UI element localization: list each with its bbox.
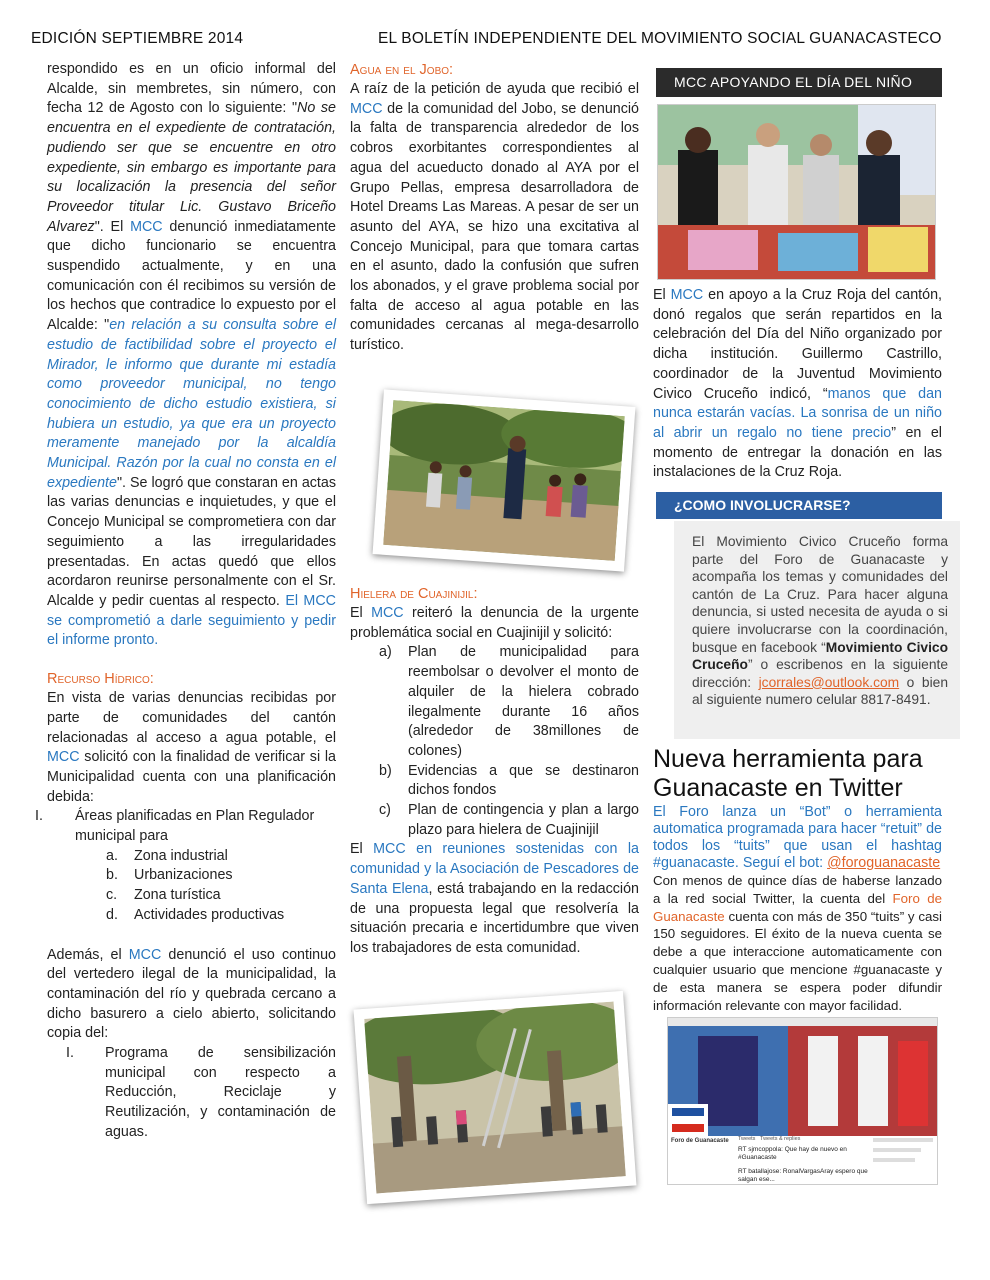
- twitter-topbar: [668, 1018, 937, 1026]
- section-title-recurso-hidrico: Recurso Hídrico:: [47, 671, 154, 688]
- list-item: b. Urbanizaciones: [106, 867, 233, 884]
- involucrarse-box: El Movimiento Civico Cruceño forma parte del Foro de Guanacaste y acompaña los temas y comunidades del cantón de La Cruz. Para hacer alguna denuncia, si usted necesita de ayuda o si quiere involucrarse con la coordinación, busque en facebook “Movimiento Civico Cruceño” o escribenos en la siguiente dirección: jcorrales@outlook.com o bien al siguiente numero celular 8817-8491.: [674, 521, 960, 739]
- list-item: c) Plan de contingencia y plan a largo plazo para hielera de Cuajinijil: [379, 802, 639, 838]
- twitter-tabs: [738, 1136, 800, 1142]
- column-3-text: [653, 286, 942, 483]
- twitter-screenshot: [667, 1017, 938, 1185]
- list-item: a. Zona industrial: [106, 847, 228, 864]
- col2-paragraph-2: El MCC reiteró la denuncia de la urgente problemática social en Cuajinijil y solicitó:: [350, 605, 639, 641]
- twitter-cover-image: [668, 1026, 937, 1136]
- mcc-commitment: El MCC se comprometió a darle seguimiento y pedir el informe pronto.: [47, 592, 336, 649]
- list-item: c. Zona turística: [106, 887, 221, 904]
- alcalde-quote: No se encuentra en el expediente de contratación, pudiendo ser que se encuentre en otro expediente, sin embargo es importante para su localización la presencia del señor Proveedor titular Lic. Gustavo Briceño Alvarez: [47, 100, 336, 235]
- twitter-profile: [671, 1138, 731, 1145]
- column-2-lower: [350, 584, 639, 959]
- banner-como-involucrarse: ¿COMO INVOLUCRARSE?: [656, 492, 942, 519]
- twitter-lead: El Foro lanza un “Bot” o herramienta automatica programada para hacer “retuit” de todos los “tuits” que usan el hashtag #guanacaste. Seguí el bot: @foroguanacaste: [653, 804, 942, 871]
- foro-link[interactable]: Foro de Guanacaste: [653, 890, 942, 924]
- tab-tweets[interactable]: Tweets: [738, 1136, 756, 1142]
- hielera-list: [379, 643, 639, 840]
- sublist: [106, 847, 336, 926]
- section-title-agua-jobo: Agua en el Jobo:: [350, 62, 454, 78]
- list-item: I. Programa de sensibilización municipal con respecto a Reducción, Reciclaje y Reutilización, y contaminación de aguas.: [66, 1045, 336, 1140]
- newsletter-title: EL BOLETÍN INDEPENDIENTE DEL MOVIMIENTO SOCIAL GUANACASTECO: [378, 30, 942, 47]
- twitter-body: Con menos de quince días de haberse lanzado a la red social Twitter, la cuenta del Foro de Guanacaste cuenta con más de 350 “tuits” y casi 150 seguidores. El éxito de la nueva cuenta se debe a que interaccione automaticamente con cualquier usuario que mencione #guanacaste y de esta manera se espera poder difundir información relevante con mayor facilidad.: [653, 873, 942, 1013]
- proveedor-quote: en relación a su consulta sobre el estudio de factibilidad sobre el proyecto el Mirador, le informo que durante mi estadía como proveedor municipal, no tengo conocimiento de dicho estudio existiera, si hubiera un estudio, ya que era un proyecto meramente manejado por la alcaldía Municipal. Razón por la cual no consta en el expediente: [47, 317, 336, 491]
- cruz-roja-photo-image: [658, 105, 935, 279]
- list-item: I. Áreas planificadas en Plan Regulador municipal para: [35, 808, 315, 845]
- twitter-feed: [738, 1146, 868, 1184]
- twitter-article-title: Nueva herramienta para Guanacaste en Twitter: [653, 745, 923, 802]
- meeting-photo-image: [383, 400, 625, 561]
- twitter-profile-name: Foro de Guanacaste: [671, 1138, 729, 1144]
- col1-paragraph-2: En vista de varias denuncias recibidas por parte de comunidades del cantón relacionadas al acceso a agua potable, el MCC solicitó con la finalidad de verificar si la Municipalidad cuenta con una planificación debida:: [47, 690, 336, 805]
- edition-label: EDICIÓN SEPTIEMBRE 2014: [31, 30, 244, 47]
- twitter-sidebar: [873, 1138, 933, 1178]
- column-1: [35, 60, 337, 1143]
- tweet-item[interactable]: RT sjmcoppola: Que hay de nuevo en #Guanacaste: [738, 1146, 847, 1161]
- list-item: a) Plan de municipalidad para reembolsar o devolver el monto de alquiler de la hielera cobrado ilegalmente durante 16 años (alrededor de 38millones de colones): [379, 644, 639, 759]
- twitter-handle-link[interactable]: @foroguanacaste: [827, 855, 941, 871]
- photo-cruz-roja: [657, 104, 936, 280]
- column-2: [350, 60, 639, 356]
- col1-paragraph-1: respondido es en un oficio informal del Alcalde, sin membretes, sin número, con fecha 12 de Agosto con lo siguiente: "No se encuentra en el expediente de contratación, pudiendo ser que se encuentre en otro expediente, sin embargo es importante para su localización la presencia del señor Proveedor titular Lic. Gustavo Briceño Alvarez". El MCC denunció inmediatamente que dicho funcionario se encuentra suspendido actualmente, y en una comunicación con él recibimos su versión de los hechos que contradice lo expuesto por el Alcalde: "en relación a su consulta sobre el estudio de factibilidad sobre el proyecto el Mirador, le informo que durante mi estadía como proveedor municipal, no tengo conocimiento de dicho estudio existiera, si hubiera un estudio, ya que era un proyecto meramente manejado por la alcaldía Municipal. Razón por la cual no consta en el expediente". Se logró que constaran en actas las varias denuncias e inquietudes, y que el Concejo Municipal se comprometiera con dar seguimiento a las irregularidades presentadas. En actas quedó que ellos acordaron reunirse personalmente con el Sr. Alcalde y pedir cuentas al respecto. El MCC se comprometió a darle seguimiento y pedir el informe pronto.: [47, 61, 336, 649]
- col2-paragraph-3: El MCC en reuniones sostenidas con la comunidad y la Asociación de Pescadores de Santa Elena, está trabajando en la redacción de una propuesta legal que resolvería la situación precaria e incertidumbre que viven los trabajadores de esta comunidad.: [350, 841, 639, 956]
- col3-paragraph-1: El MCC en apoyo a la Cruz Roja del cantón, donó regalos que serán repartidos en la celebración del Día del Niño organizado por dicha institución. Guillermo Castrillo, coordinador de la Juventud Movimiento Civico Cruceño indicó, “manos que dan nunca estarán vacías. La sonrisa de un niño al abrir un regalo no tiene precio” en el momento de entregar la donación en las instalaciones de la Cruz Roja.: [653, 287, 943, 481]
- banner-dia-del-nino: MCC APOYANDO EL DÍA DEL NIÑO: [656, 68, 942, 97]
- col2-paragraph-1: A raíz de la petición de ayuda que recibió el MCC de la comunidad del Jobo, se denunció la falta de transparencia alrededor de los cobros exorbitantes correspondientes al agua del acueducto donado al AYA por el Grupo Pellas, empresa desarrolladora de Hotel Dreams Las Mareas. A pesar de ser un asunto del AYA, se hizo una excitativa al Concejo Municipal, para que tomara cartas en el asunto, dado la confusión que sufren los abonados, y el grave problema social por falta de acceso al agua potable en las comunidades cercanas al mega-desarrollo turístico.: [350, 81, 639, 354]
- mcc-mention: MCC: [130, 218, 163, 235]
- tweet-item[interactable]: RT batallajose: RonalVargasAray espero que salgan ese...: [738, 1168, 868, 1183]
- contact-email-link[interactable]: jcorrales@outlook.com: [758, 674, 900, 690]
- list-item: b) Evidencias a que se destinaron dichos fondos: [379, 762, 639, 799]
- ladder-photo-image: [364, 1001, 626, 1193]
- list-item: d. Actividades productivas: [106, 906, 285, 923]
- tab-tweets-replies[interactable]: Tweets & replies: [760, 1136, 801, 1142]
- photo-ladder-tree: [354, 991, 637, 1204]
- photo-community-meeting: [373, 389, 636, 571]
- col1-paragraph-3: Además, el MCC denunció el uso continuo del vertedero ilegal de la municipalidad, la contaminación del río y quebrada cercano a dicho basurero a cielo abierto, solicitando copia del:: [47, 946, 337, 1042]
- section-title-hielera: Hielera de Cuajinijil:: [350, 586, 478, 602]
- twitter-article: [653, 804, 942, 1014]
- castrillo-quote: manos que dan nunca estarán vacías. La sonrisa de un niño al abrir un regalo no tiene precio: [653, 385, 942, 441]
